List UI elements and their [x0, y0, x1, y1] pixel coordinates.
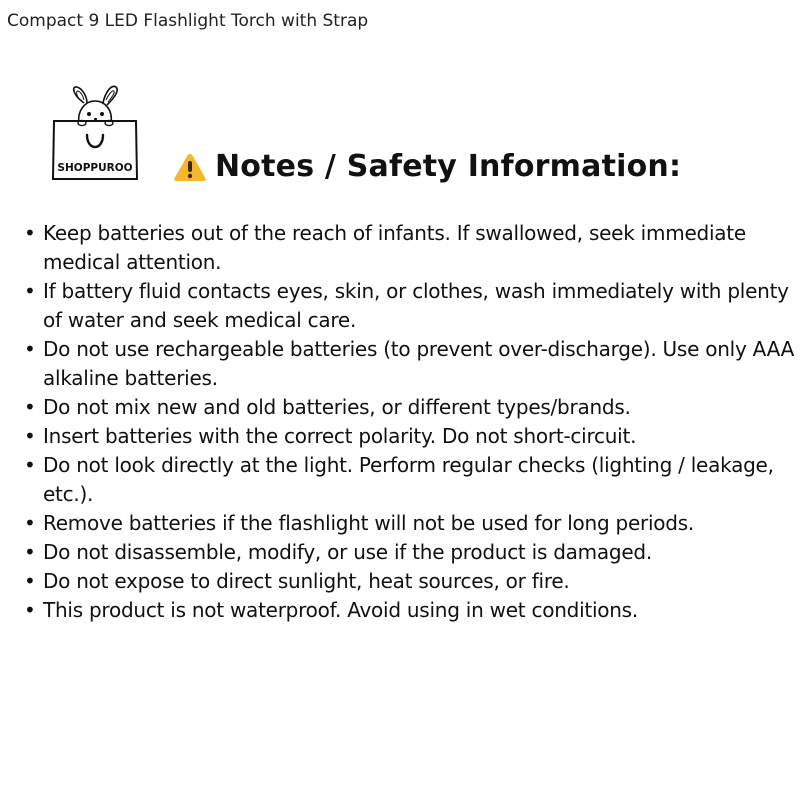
bullet: • — [24, 511, 36, 535]
bullet: • — [24, 221, 36, 245]
bullet: • — [24, 395, 36, 419]
note-text: Do not use rechargeable batteries (to prevent over-discharge). Use only AAA alkaline batteries. — [43, 337, 795, 390]
section-heading-text: Notes / Safety Information: — [215, 149, 682, 184]
list-item — [24, 596, 795, 625]
bunny-in-bag-logo-icon — [51, 83, 139, 185]
list-item — [24, 509, 795, 538]
list-item — [24, 393, 795, 422]
list-item — [24, 335, 795, 393]
bullet: • — [24, 424, 36, 448]
note-text: Keep batteries out of the reach of infants. If swallowed, seek immediate medical attention. — [43, 221, 746, 274]
note-text: This product is not waterproof. Avoid using in wet conditions. — [43, 598, 638, 622]
list-item — [24, 538, 795, 567]
warning-icon — [173, 152, 207, 182]
note-text: Do not look directly at the light. Perform regular checks (lighting / leakage, etc.). — [43, 453, 774, 506]
bullet: • — [24, 540, 36, 564]
logo-text: SHOPPUROO — [57, 162, 133, 174]
note-text: Do not disassemble, modify, or use if the product is damaged. — [43, 540, 652, 564]
bullet: • — [24, 598, 36, 622]
bullet: • — [24, 279, 36, 303]
note-text: Remove batteries if the flashlight will not be used for long periods. — [43, 511, 695, 535]
bullet: • — [24, 337, 36, 361]
shoppuroo-logo — [51, 83, 139, 185]
list-item — [24, 451, 795, 509]
list-item — [24, 567, 795, 596]
bullet: • — [24, 453, 36, 477]
note-text: Insert batteries with the correct polarity. Do not short-circuit. — [43, 424, 637, 448]
note-text: If battery fluid contacts eyes, skin, or clothes, wash immediately with plenty of water and seek medical care. — [43, 279, 789, 332]
page-title: Compact 9 LED Flashlight Torch with Strap — [7, 11, 369, 31]
list-item — [24, 422, 795, 451]
bullet: • — [24, 569, 36, 593]
safety-notes-list — [24, 219, 795, 625]
note-text: Do not mix new and old batteries, or different types/brands. — [43, 395, 631, 419]
list-item — [24, 277, 795, 335]
note-text: Do not expose to direct sunlight, heat sources, or fire. — [43, 569, 570, 593]
section-heading — [173, 149, 681, 185]
list-item — [24, 219, 795, 277]
